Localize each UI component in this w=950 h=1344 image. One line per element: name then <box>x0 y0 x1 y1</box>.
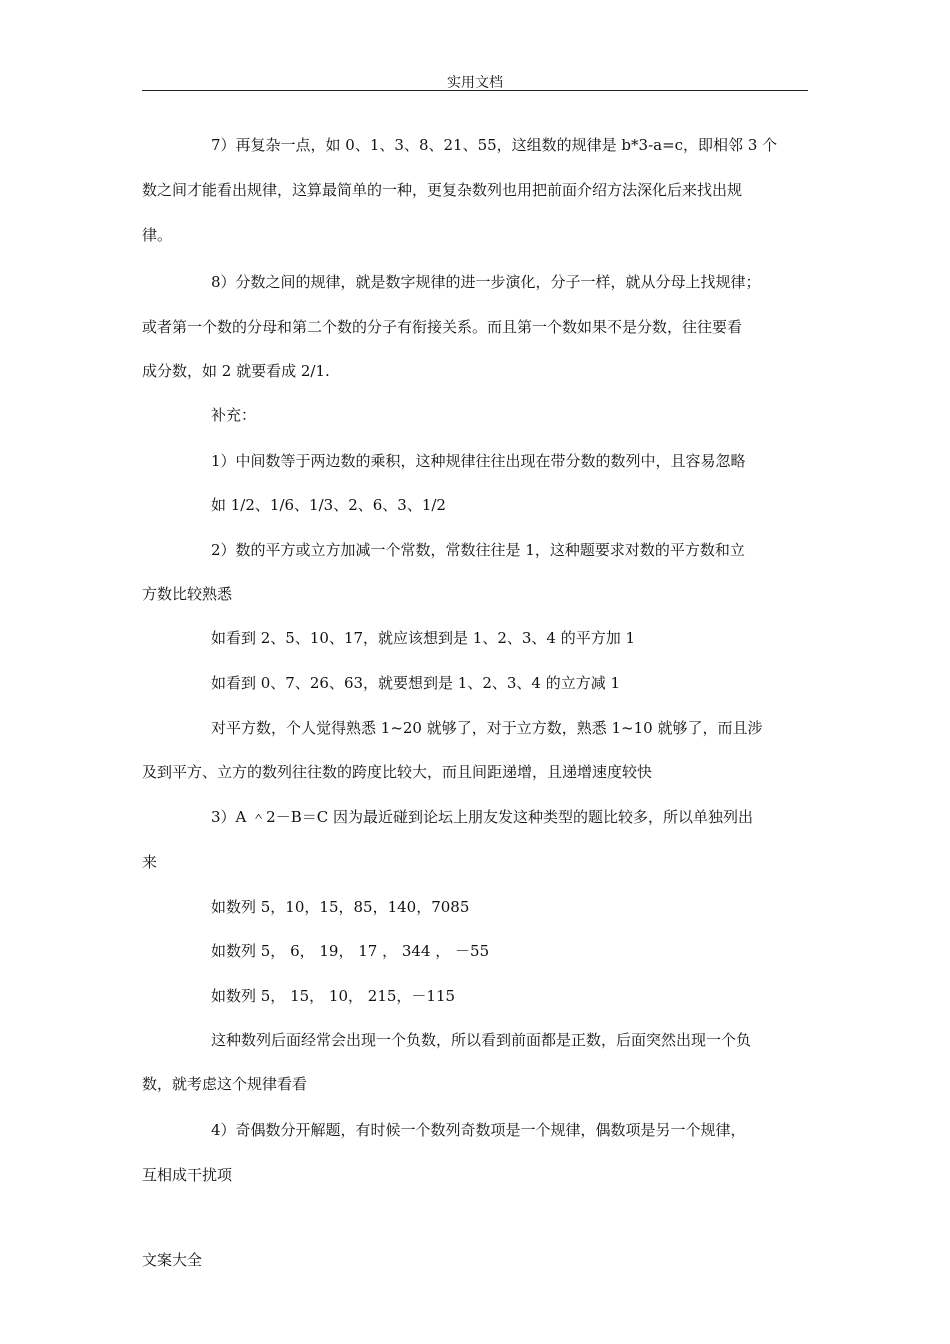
text-line: 如数列 5，10，15，85，140，7085 <box>211 898 470 916</box>
text-line: 对平方数，个人觉得熟悉 1~20 就够了，对于立方数，熟悉 1~10 就够了，而且涉 <box>211 719 763 737</box>
text-line: 及到平方、立方的数列往往数的跨度比较大，而且间距递增，且递增速度较快 <box>142 763 653 781</box>
text-line: 或者第一个数的分母和第二个数的分子有衔接关系。而且第一个数如果不是分数，往往要看 <box>142 318 743 336</box>
text-line: 如 1/2、1/6、1/3、2、6、3、1/2 <box>211 496 446 514</box>
text-line: 成分数，如 2 就要看成 2/1. <box>142 362 330 380</box>
text-line: 4）奇偶数分开解题，有时候一个数列奇数项是一个规律，偶数项是另一个规律， <box>211 1121 746 1139</box>
text-line: 3）A ＾2－B＝C 因为最近碰到论坛上朋友发这种类型的题比较多，所以单独列出 <box>211 808 753 826</box>
text-line: 7）再复杂一点，如 0、1、3、8、21、55，这组数的规律是 b*3-a=c，即相邻 3 个 <box>211 136 778 154</box>
page-footer: 文案大全 <box>142 1251 203 1269</box>
text-line: 互相成干扰项 <box>142 1166 233 1184</box>
text-line: 1）中间数等于两边数的乘积，这种规律往往出现在带分数的数列中，且容易忽略 <box>211 452 746 470</box>
text-line: 如数列 5， 15， 10， 215，－115 <box>211 987 456 1005</box>
text-line: 来 <box>142 853 158 871</box>
page-header: 实用文档 <box>447 75 503 91</box>
text-line: 补充： <box>211 406 257 424</box>
text-line: 2）数的平方或立方加减一个常数，常数往往是 1，这种题要求对数的平方数和立 <box>211 541 745 559</box>
text-line: 律。 <box>142 226 173 244</box>
text-line: 这种数列后面经常会出现一个负数，所以看到前面都是正数，后面突然出现一个负 <box>211 1031 752 1049</box>
text-line: 数，就考虑这个规律看看 <box>142 1075 308 1093</box>
text-line: 如看到 0、7、26、63，就要想到是 1、2、3、4 的立方减 1 <box>211 674 621 692</box>
text-line: 8）分数之间的规律，就是数字规律的进一步演化，分子一样，就从分母上找规律； <box>211 273 761 291</box>
header-rule <box>142 90 808 91</box>
text-line: 数之间才能看出规律，这算最简单的一种，更复杂数列也用把前面介绍方法深化后来找出规 <box>142 181 743 199</box>
text-line: 如看到 2、5、10、17，就应该想到是 1、2、3、4 的平方加 1 <box>211 629 636 647</box>
text-line: 如数列 5， 6， 19， 17 ， 344 ， －55 <box>211 942 490 960</box>
text-line: 方数比较熟悉 <box>142 585 233 603</box>
